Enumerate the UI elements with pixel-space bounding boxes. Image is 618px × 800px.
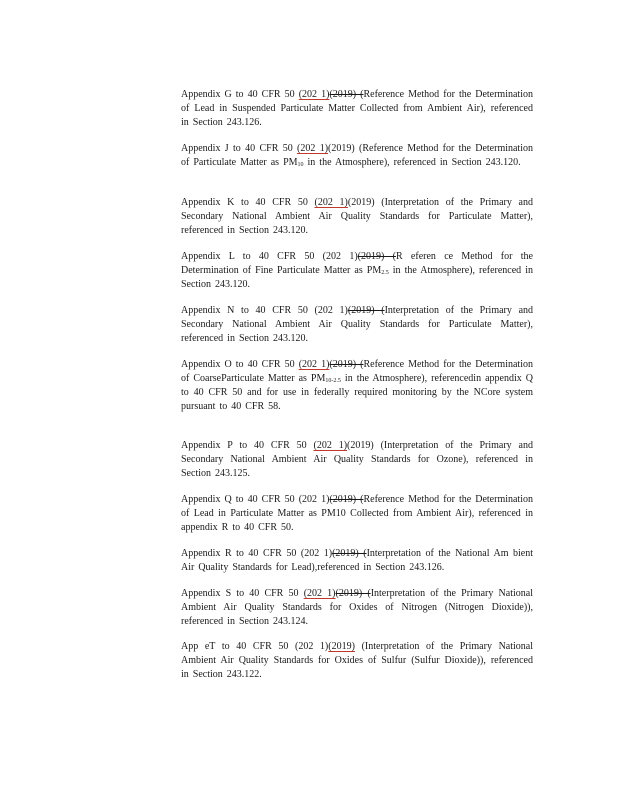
deleted-year: (2019) ( xyxy=(357,251,396,262)
deleted-year: (2019) ( xyxy=(332,548,367,559)
appendix-r-citation: Appendix R to 40 CFR 50 (202 1) xyxy=(181,548,333,559)
appendix-j-citation: Appendix J to 40 CFR 50 xyxy=(181,143,298,154)
appendix-t-description: (Interpretation of the Primary National Ambient Air Quality Standards for Oxides of Sulfur (Sulfur Dioxide)), referenced in Section 243.122. xyxy=(181,641,533,680)
appendix-p-paragraph xyxy=(181,439,533,481)
appendix-j-paragraph xyxy=(181,142,533,170)
appendix-l-citation: Appendix L to 40 CFR 50 (202 1) xyxy=(181,251,358,262)
appendix-q-paragraph xyxy=(181,493,533,535)
appendix-n-paragraph xyxy=(181,304,533,346)
appendix-o-paragraph xyxy=(181,358,533,414)
inserted-year: (2019) xyxy=(328,641,355,652)
deleted-year: (2019) ( xyxy=(329,89,364,100)
appendix-k-description: (2019) (Interpretation of the Primary and Secondary National Ambient Air Quality Standards for Particulate Matter), referenced in Section 243.120. xyxy=(181,197,533,236)
appendix-n-citation: Appendix N to 40 CFR 50 (202 1) xyxy=(181,305,348,316)
inserted-year: (202 1) xyxy=(297,143,329,154)
pm-subscript: 10-2.5 xyxy=(325,378,341,384)
appendix-t-paragraph xyxy=(181,640,533,682)
pm-subscript: 10 xyxy=(297,162,304,168)
deleted-year: (2019) ( xyxy=(335,588,371,599)
appendix-g-description: Reference Method for the Determination of Lead in Suspended Particulate Matter Collected from Ambient Air), referenced in Section 243.126. xyxy=(181,89,533,128)
appendix-r-description: Interpretation of the National Am bient Air Quality Standards for Lead),referenced in Section 243.126. xyxy=(181,548,533,573)
inserted-year: (202 1) xyxy=(298,359,330,370)
deleted-year: (2019) ( xyxy=(329,494,364,505)
appendix-t-citation: App eT to 40 CFR 50 (202 1) xyxy=(181,641,329,652)
appendix-j-description: (2019) (Reference Method for the Determination of Particulate Matter as PM xyxy=(181,143,533,168)
appendix-q-description: Reference Method for the Determination of Lead in Particulate Matter as PM10 Collected from Ambient Air), referenced in appendix R to 40 CFR 50. xyxy=(181,494,533,533)
appendix-l-paragraph xyxy=(181,250,533,292)
appendix-o-reference: in the Atmosphere), referencedin appendix Q to 40 CFR 50 and for use in federally required monitoring by the NCore system pursuant to 40 CFR 58. xyxy=(181,373,534,412)
appendix-g-paragraph xyxy=(181,88,533,130)
appendix-o-description: Reference Method for the Determination of CoarseParticulate Matter as PM xyxy=(181,359,533,384)
appendix-s-description: Interpretation of the Primary National Ambient Air Quality Standards for Oxides of Nitrogen (Nitrogen Dioxide)), referenced in Section 243.124. xyxy=(181,588,533,627)
appendix-l-description: R eferen ce Method for the Determination of Fine Particulate Matter as PM xyxy=(181,251,533,276)
appendix-s-citation: Appendix S to 40 CFR 50 xyxy=(181,588,304,599)
appendix-s-paragraph xyxy=(181,587,533,629)
appendix-o-citation: Appendix O to 40 CFR 50 xyxy=(181,359,299,370)
appendix-p-citation: Appendix P to 40 CFR 50 xyxy=(181,440,314,451)
inserted-year: (202 1) xyxy=(313,440,348,451)
appendix-k-citation: Appendix K to 40 CFR 50 xyxy=(181,197,315,208)
appendix-k-paragraph xyxy=(181,196,533,238)
inserted-year: (202 1) xyxy=(298,89,330,100)
pm-subscript: 2.5 xyxy=(381,270,389,276)
deleted-year: (2019) ( xyxy=(347,305,385,316)
appendix-j-reference: in the Atmosphere), referenced in Section 243.120. xyxy=(303,157,521,168)
appendix-r-paragraph xyxy=(181,547,533,575)
appendix-p-description: (2019) (Interpretation of the Primary and Secondary National Ambient Air Quality Standards for Ozone), referenced in Section 243.125. xyxy=(181,440,533,479)
inserted-year: (202 1) xyxy=(314,197,348,208)
deleted-year: (2019) ( xyxy=(329,359,364,370)
appendix-n-description: Interpretation of the Primary and Secondary National Ambient Air Quality Standards for Particulate Matter), referenced in Section 243.120. xyxy=(181,305,534,344)
inserted-year: (202 1) xyxy=(303,588,336,599)
appendix-g-citation: Appendix G to 40 CFR 50 xyxy=(181,89,299,100)
appendix-l-reference: in the Atmosphere), referenced in Section 243.120. xyxy=(181,265,533,290)
appendix-q-citation: Appendix Q to 40 CFR 50 (202 1) xyxy=(181,494,330,505)
